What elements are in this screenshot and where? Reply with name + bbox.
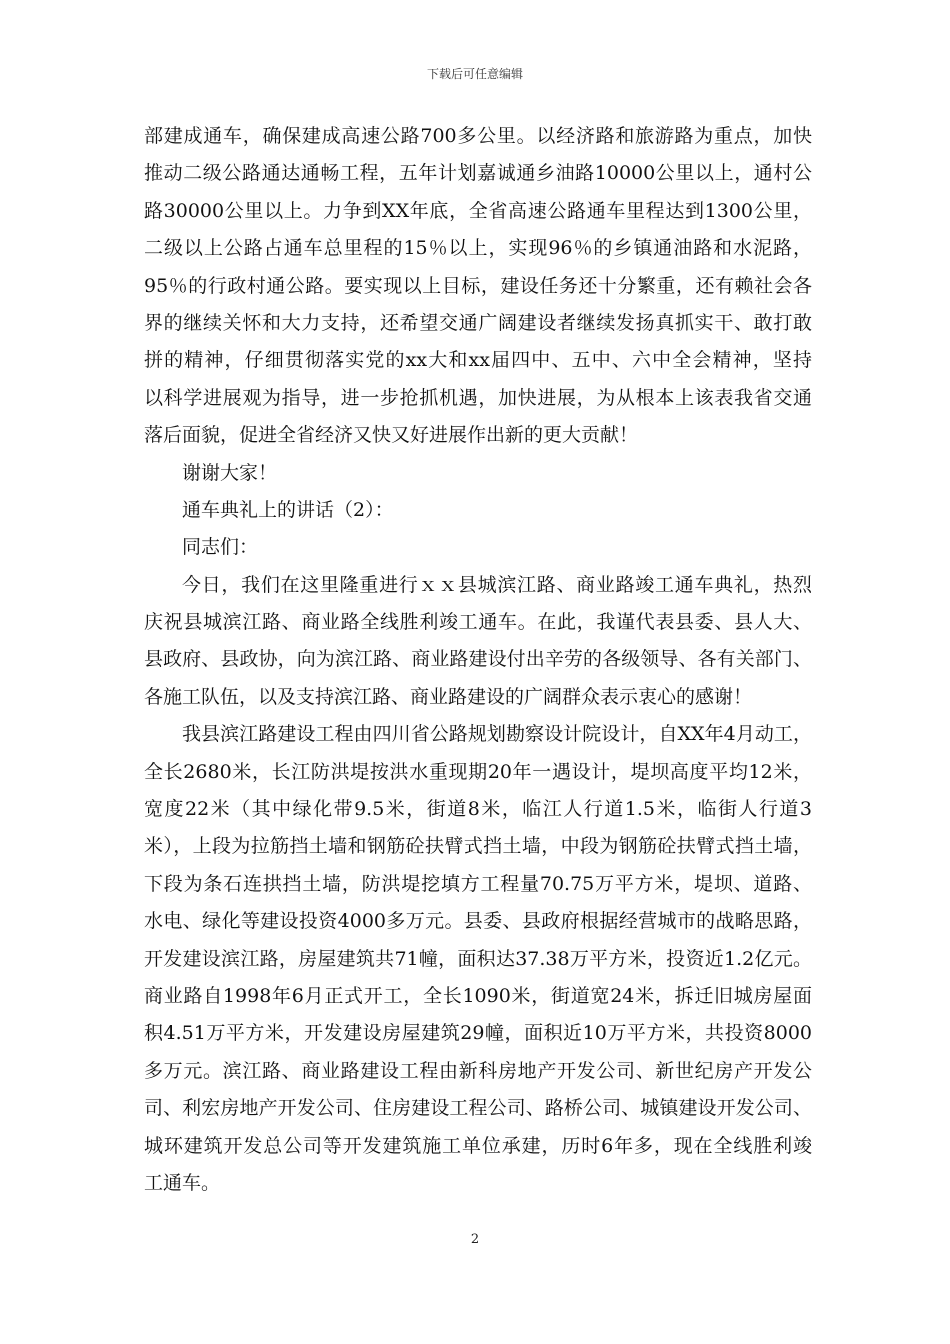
text-line: 商业路自1998年6月正式开工，全长1090米，街道宽24米，拆迁旧城房屋面 [144,984,812,1007]
text-line: 全长2680米，长江防洪堤按洪水重现期20年一遇设计，堤坝高度平均12米， [144,760,812,783]
text-line: 我县滨江路建设工程由四川省公路规划勘察设计院设计，自XX年4月动工， [182,723,812,746]
text-line: 95％的行政村通公路。要实现以上目标，建设任务还十分繁重，还有赖社会各 [144,274,812,297]
text-line: 水电、绿化等建设投资4000多万元。县委、县政府根据经营城市的战略思路， [144,910,812,933]
text-line: 下段为条石连拱挡土墙，防洪堤挖填方工程量70.75万平方米，堤坝、道路、 [144,872,812,895]
text-line: 以科学进展观为指导，进一步抢抓机遇，加快进展，为从根本上该表我省交通 [144,386,812,409]
text-line: 界的继续关怀和大力支持，还希望交通广阔建设者继续发扬真抓实干、敢打敢 [144,311,812,334]
text-line: 宽度22米（其中绿化带9.5米，街道8米，临江人行道1.5米，临街人行道3 [144,798,812,821]
text-line: 城环建筑开发总公司等开发建筑施工单位承建，历时6年多，现在全线胜利竣 [144,1134,812,1157]
text-line: 米），上段为拉筋挡土墙和钢筋砼扶臂式挡土墙，中段为钢筋砼扶臂式挡土墙， [144,835,812,858]
text-line: 二级以上公路占通车总里程的15％以上，实现96％的乡镇通油路和水泥路， [144,237,812,260]
text-line: 多万元。滨江路、商业路建设工程由新科房地产开发公司、新世纪房产开发公 [144,1059,812,1082]
salutation: 同志们： [182,536,259,559]
document-body [144,118,812,1202]
text-line: 推动二级公路通达通畅工程，五年计划嘉诚通乡油路10000公里以上，通村公 [144,162,812,185]
text-line: 落后面貌，促进全省经济又快又好进展作出新的更大贡献！ [144,424,639,447]
page-header: 下载后可任意编辑 [426,67,523,81]
section-title: 通车典礼上的讲话（2）： [182,498,394,521]
text-line: 开发建设滨江路，房屋建筑共71幢，面积达37.38万平方米，投资近1.2亿元。 [144,947,812,970]
text-line: 各施工队伍，以及支持滨江路、商业路建设的广阔群众表示衷心的感谢！ [144,685,753,708]
text-line: 积4.51万平方米，开发建设房屋建筑29幢，面积近10万平方米，共投资8000 [144,1022,812,1045]
text-line: 路30000公里以上。力争到XX年底，全省高速公路通车里程达到1300公里， [144,199,812,222]
closing-thanks: 谢谢大家！ [182,461,278,484]
text-line: 司、利宏房地产开发公司、住房建设工程公司、路桥公司、城镇建设开发公司、 [144,1097,812,1120]
page-number: 2 [470,1232,480,1247]
text-line: 拼的精神，仔细贯彻落实党的xx大和xx届四中、五中、六中全会精神，坚持 [144,349,812,372]
text-line: 工通车。 [144,1171,221,1194]
text-line: 部建成通车，确保建成高速公路700多公里。以经济路和旅游路为重点，加快 [144,125,812,147]
text-line: 庆祝县城滨江路、商业路全线胜利竣工通车。在此，我谨代表县委、县人大、 [144,611,812,634]
text-line: 县政府、县政协，向为滨江路、商业路建设付出辛劳的各级领导、各有关部门、 [144,648,812,671]
text-line: 今日，我们在这里隆重进行ｘｘ县城滨江路、商业路竣工通车典礼，热烈 [182,573,812,596]
